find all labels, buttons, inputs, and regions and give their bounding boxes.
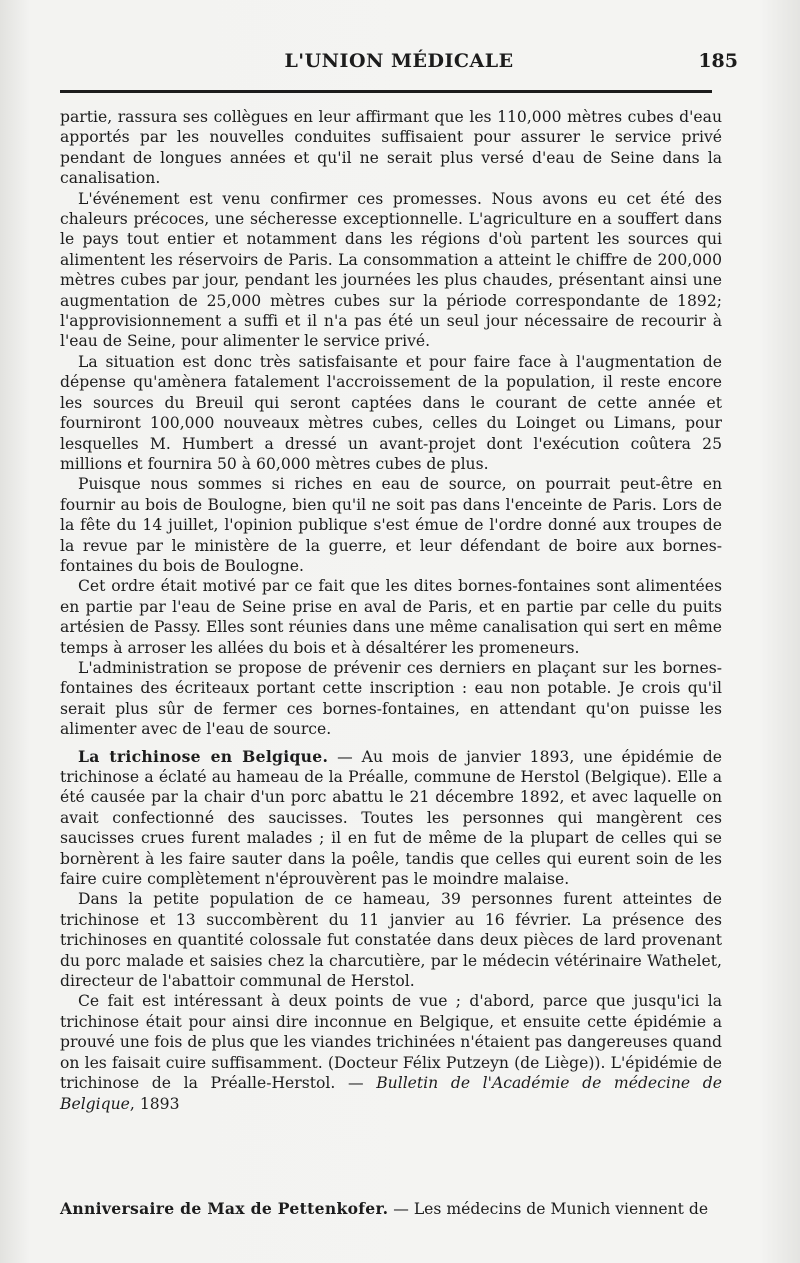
citation-year: , 1893 (129, 1094, 180, 1113)
paragraph: L'administration se propose de prévenir ces derniers en plaçant sur les bornes-fontaines des écriteaux portant cette inscription : eau non potable. Je crois qu'il serait plus sûr de fermer ces bornes-fontaines, en attendant qu'on puisse les alimenter avec de l'eau de source. (60, 658, 722, 739)
pettenkofer-paragraph (60, 1199, 722, 1219)
section-heading: La trichinose en Belgique. (78, 746, 329, 766)
paragraph-text: — Les médecins de Munich viennent de (388, 1200, 709, 1218)
page-header (60, 50, 738, 86)
paragraph: Puisque nous sommes si riches en eau de source, on pourrait peut-être en fournir au bois de Boulogne, bien qu'il ne soit pas dans l'enceinte de Paris. Lors de la fête du 14 juillet, l'opinion publique s'est émue de l'ordre donné aux troupes de la revue par le ministère de la guerre, et leur défendant de boire aux bornes-fontaines du bois de Boulogne. (60, 475, 722, 575)
citation-paragraph (60, 991, 722, 1113)
trichinose-paragraph (60, 747, 722, 890)
running-title: L'UNION MÉDICALE (284, 50, 514, 72)
article-body (60, 107, 722, 1114)
paragraph: partie, rassura ses collègues en leur affirmant que les 110,000 mètres cubes d'eau apportés par les nouvelles conduites suffisaient pour assurer le service privé pendant de longues années et qu'il ne serait plus versé d'eau de Seine dans la canalisation. (60, 108, 722, 188)
page-number: 185 (698, 50, 738, 72)
paragraph: L'événement est venu confirmer ces promesses. Nous avons eu cet été des chaleurs précoces, une sécheresse exceptionnelle. L'agriculture en a souffert dans le pays tout entier et notamment dans les régions d'où partent les sources qui alimentent les réservoirs de Paris. La consommation a atteint le chiffre de 200,000 mètres cubes par jour, pendant les journées les plus chaudes, présentant ainsi une augmentation de 25,000 mètres cubes sur la période correspondante de 1892; l'approvisionnement a suffi et il n'a pas été un seul jour nécessaire de recourir à l'eau de Seine, pour alimenter le service privé. (60, 189, 722, 351)
paragraph-text: Ce fait est intéressant à deux points de vue ; d'abord, parce que jusqu'ici la trichinose était pour ainsi dire inconnue en Belgique, et ensuite cette épidémie a prouvé une fois de plus que les viandes trichinées n'étaient pas dangereuses quand on les faisait cuire suffisamment. (Docteur Félix Putzeyn (de Liège)). L'épidémie de trichinose de la Préalle-Herstol. — (60, 992, 722, 1093)
paragraph: Cet ordre était motivé par ce fait que les dites bornes-fontaines sont alimentées en partie par l'eau de Seine prise en aval de Paris, et en partie par celle du puits artésien de Passy. Elles sont réunies dans une même canalisation qui sert en même temps à arroser les allées du bois et à désaltérer les promeneurs. (60, 577, 722, 657)
journal-citation: Bulletin de l'Académie de médecine de Belgique (60, 1074, 722, 1113)
paragraph: Dans la petite population de ce hameau, 39 personnes furent atteintes de trichinose et 13 succombèrent du 11 janvier au 16 février. La présence des trichinoses en quantité colossale fut constatée dans deux pièces de lard provenant du porc malade et saisies chez la charcutière, par le médecin vétérinaire Wathelet, directeur de l'abattoir communal de Herstol. (60, 890, 722, 991)
section-heading: Anniversaire de Max de Pettenkofer. (60, 1199, 389, 1218)
paragraph: La situation est donc très satisfaisante et pour faire face à l'augmentation de dépense qu'amènera fatalement l'accroissement de la population, il reste encore les sources du Breuil qui seront captées dans le courant de cette année et fourniront 100,000 nouveaux mètres cubes, celles du Loinget ou Limans, pour lesquelles M. Humbert a dressé un avant-projet dont l'exécution coûtera 25 millions et fournira 50 à 60,000 mètres cubes de plus. (60, 352, 722, 473)
paragraph-text: — Au mois de janvier 1893, une épidémie de trichinose a éclaté au hameau de la Préalle, commune de Herstol (Belgique). Elle a été causée par la chair d'un porc abattu le 21 décembre 1892, et avec laquelle on avait confectionné des saucisses. Toutes les personnes qui mangèrent ces saucisses crues furent malades ; il en fut de même de la plupart de celles qui se bornèrent à les faire sauter dans la poêle, tandis que celles qui eurent soin de les faire cuire complètement n'éprouvèrent pas le moindre malaise. (60, 747, 722, 889)
header-rule (60, 90, 712, 93)
